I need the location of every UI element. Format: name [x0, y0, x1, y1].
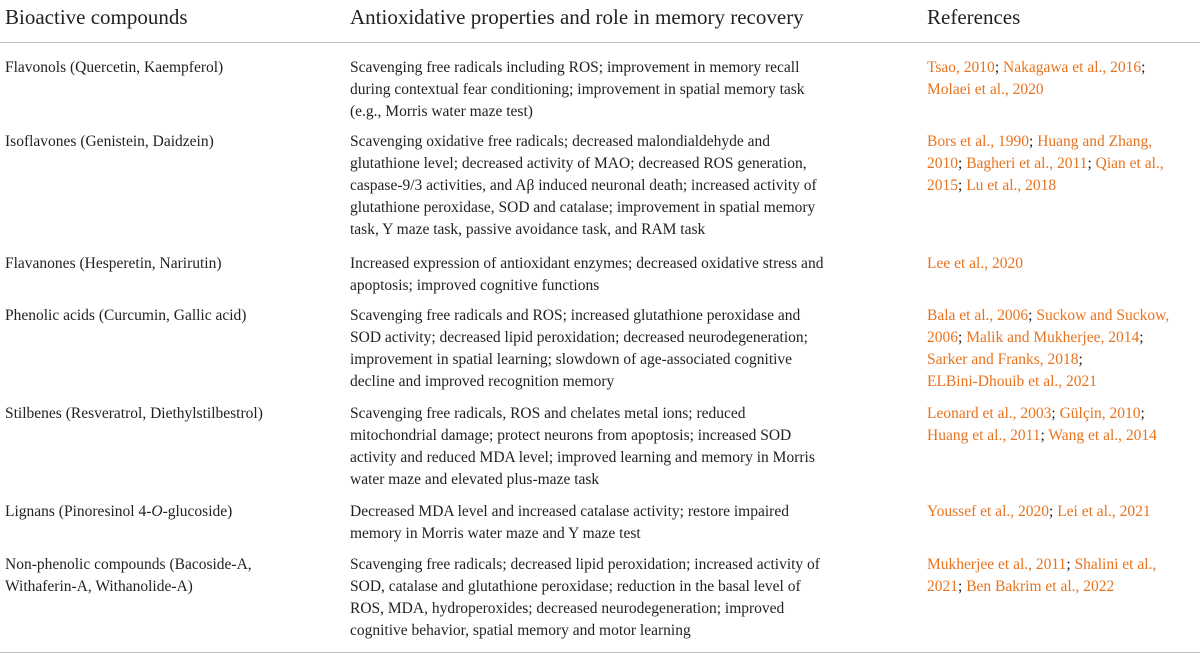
references-cell: Youssef et al., 2020; Lei et al., 2021	[927, 503, 1151, 520]
header-bioactive-compounds: Bioactive compounds	[5, 5, 188, 29]
references-cell: Mukherjee et al., 2011; Shalini et al., 2021; Ben Bakrim et al., 2022	[927, 556, 1157, 595]
properties-cell: Scavenging free radicals, ROS and chelates metal ions; reduced mitochondrial damage; protect neurons from apoptosis; increased SOD activity and reduced MDA level; improved learning and memory in Morris water maze and elevated plus-maze task	[350, 405, 815, 488]
reference-link[interactable]: Qian et al.,	[1095, 155, 1164, 172]
table-header	[0, 0, 1200, 43]
properties-cell: Increased expression of antioxidant enzymes; decreased oxidative stress and apoptosis; improved cognitive functions	[350, 255, 824, 294]
compound-cell: Isoflavones (Genistein, Daidzein)	[5, 133, 214, 150]
compound-cell: Lignans (Pinoresinol 4-O-glucoside)	[5, 503, 233, 520]
reference-link[interactable]: Lee et al., 2020	[927, 255, 1023, 272]
reference-link[interactable]: Bala et al., 2006	[927, 307, 1029, 324]
compound-cell: Flavanones (Hesperetin, Narirutin)	[5, 255, 222, 272]
reference-link[interactable]: Lu et al., 2018	[966, 177, 1057, 194]
properties-cell: Scavenging free radicals; decreased lipid peroxidation; increased activity of SOD, catalase and glutathione peroxidase; reduction in the basal level of ROS, MDA, hydroperoxides; decreased neurodegeneration; improved cognitive behavior, spatial memory and motor learning	[350, 556, 820, 639]
compound-cell: Flavonols (Quercetin, Kaempferol)	[5, 59, 224, 76]
reference-link[interactable]: 2021	[927, 578, 958, 595]
reference-link[interactable]: 2015	[927, 177, 958, 194]
compound-cell: Non-phenolic compounds (Bacoside-A, Withaferin-A, Withanolide-A)	[5, 556, 252, 595]
properties-cell: Scavenging free radicals including ROS; improvement in memory recall during contextual fear conditioning; improvement in spatial memory task (e.g., Morris water maze test)	[350, 59, 805, 120]
references-cell: Bala et al., 2006; Suckow and Suckow, 2006; Malik and Mukherjee, 2014; Sarker and Franks, 2018; ELBini-Dhouib et al., 2021	[927, 307, 1170, 390]
header-antioxidative-properties: Antioxidative properties and role in memory recovery	[350, 5, 804, 29]
reference-link[interactable]: Leonard et al., 2003	[927, 405, 1052, 422]
reference-link[interactable]: Wang et al., 2014	[1048, 427, 1157, 444]
reference-link[interactable]: Suckow and Suckow,	[1036, 307, 1170, 324]
table-bottom-rule	[0, 652, 1200, 653]
reference-link[interactable]: Molaei et al., 2020	[927, 81, 1044, 98]
properties-cell: Decreased MDA level and increased catalase activity; restore impaired memory in Morris water maze and Y maze test	[350, 503, 789, 542]
properties-cell: Scavenging oxidative free radicals; decreased malondialdehyde and glutathione level; decreased activity of MAO; decreased ROS generation, caspase-9/3 activities, and Aβ induced neuronal death; increased activity of glutathione peroxidase, SOD and catalase; improvement in spatial memory task, Y maze task, passive avoidance task, and RAM task	[350, 133, 817, 238]
references-cell: Bors et al., 1990; Huang and Zhang, 2010; Bagheri et al., 2011; Qian et al., 2015; Lu et al., 2018	[927, 133, 1164, 194]
reference-link[interactable]: 2010	[927, 155, 958, 172]
reference-link[interactable]: ELBini-Dhouib et al., 2021	[927, 373, 1098, 390]
compound-cell: Stilbenes (Resveratrol, Diethylstilbestrol)	[5, 405, 263, 422]
references-cell	[927, 253, 1197, 275]
reference-link[interactable]: Youssef et al., 2020	[927, 503, 1049, 520]
reference-link[interactable]: Bagheri et al., 2011	[966, 155, 1088, 172]
reference-link[interactable]: Malik and Mukherjee, 2014	[966, 329, 1140, 346]
reference-link[interactable]: Ben Bakrim et al., 2022	[966, 578, 1115, 595]
reference-link[interactable]: Shalini et al.,	[1074, 556, 1157, 573]
properties-cell: Scavenging free radicals and ROS; increased glutathione peroxidase and SOD activity; decreased lipid peroxidation; decreased neurodegeneration; improvement in spatial learning; slowdown of age-associated cognitive decline and improved recognition memory	[350, 307, 808, 390]
header-references: References	[927, 5, 1021, 29]
reference-link[interactable]: Sarker and Franks, 2018	[927, 351, 1079, 368]
reference-link[interactable]: Huang and Zhang,	[1037, 133, 1153, 150]
reference-link[interactable]: Lei et al., 2021	[1057, 503, 1151, 520]
reference-link[interactable]: Nakagawa et al., 2016	[1003, 59, 1142, 76]
reference-link[interactable]: Gülçin, 2010	[1059, 405, 1141, 422]
compound-cell: Phenolic acids (Curcumin, Gallic acid)	[5, 307, 247, 324]
reference-link[interactable]: Tsao, 2010	[927, 59, 995, 76]
references-cell: Tsao, 2010; Nakagawa et al., 2016; Molaei et al., 2020	[927, 59, 1146, 98]
reference-link[interactable]: Mukherjee et al., 2011	[927, 556, 1067, 573]
references-cell: Leonard et al., 2003; Gülçin, 2010; Huang et al., 2011; Wang et al., 2014	[927, 405, 1157, 444]
reference-link[interactable]: Bors et al., 1990	[927, 133, 1030, 150]
reference-link[interactable]: 2006	[927, 329, 958, 346]
reference-link[interactable]: Huang et al., 2011	[927, 427, 1041, 444]
